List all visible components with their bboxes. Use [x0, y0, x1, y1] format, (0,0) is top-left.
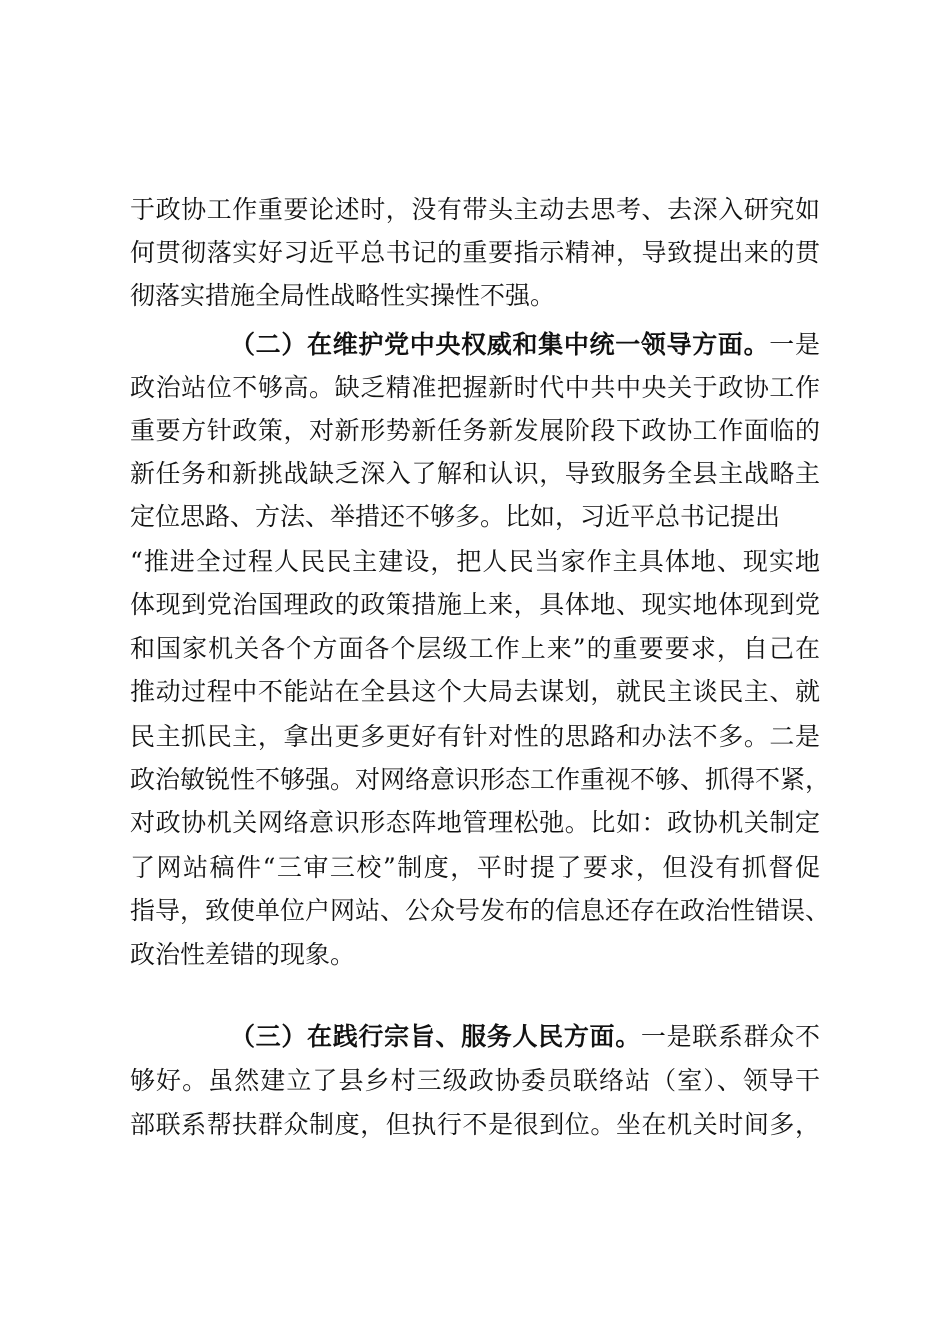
text-line: 对政协机关网络意识形态阵地管理松弛。比如：政协机关制定 — [130, 808, 820, 837]
section-heading: （三）在践行宗旨、服务人民方面。 — [230, 1022, 641, 1051]
text-line: 和国家机关各个方面各个层级工作上来”的重要要求，自己在 — [130, 634, 820, 663]
text-line: 指导，致使单位户网站、公众号发布的信息还存在政治性错误、 — [130, 896, 831, 925]
section-heading-line — [230, 323, 820, 367]
text-line: 推动过程中不能站在全县这个大局去谋划，就民主谈民主、就 — [130, 677, 820, 706]
section-heading-line — [230, 1015, 820, 1059]
text-line: 政治敏锐性不够强。对网络意识形态工作重视不够、抓得不紧， — [130, 765, 831, 794]
text-line: 体现到党治国理政的政策措施上来，具体地、现实地体现到党 — [130, 590, 820, 619]
text-line: 政治站位不够高。缺乏精准把握新时代中共中央关于政协工作 — [130, 373, 820, 402]
text-line: 定位思路、方法、举措还不够多。比如，习近平总书记提出 — [130, 502, 781, 531]
text-line: 部联系帮扶群众制度，但执行不是很到位。坐在机关时间多， — [130, 1110, 820, 1139]
text-line: 于政协工作重要论述时，没有带头主动去思考、去深入研究如 — [130, 195, 820, 224]
text-line: 够好。虽然建立了县乡村三级政协委员联络站（室）、领导干 — [130, 1066, 820, 1095]
text-line: 民主抓民主，拿出更多更好有针对性的思路和办法不多。二是 — [130, 722, 820, 751]
text-line: 彻落实措施全局性战略性实操性不强。 — [130, 281, 556, 310]
text-line: 重要方针政策，对新形势新任务新发展阶段下政协工作面临的 — [130, 416, 820, 445]
text-span: 一是 — [769, 330, 820, 359]
text-line: 了网站稿件“三审三校”制度，平时提了要求，但没有抓督促 — [130, 853, 820, 882]
text-span: 一是联系群众不 — [640, 1022, 820, 1051]
text-line: 何贯彻落实好习近平总书记的重要指示精神，导致提出来的贯 — [130, 238, 820, 267]
text-line: “推进全过程人民民主建设，把人民当家作主具体地、现实地 — [130, 547, 820, 576]
text-line: 新任务和新挑战缺乏深入了解和认识，导致服务全县主战略主 — [130, 459, 820, 488]
text-line: 政治性差错的现象。 — [130, 940, 356, 969]
section-heading: （二）在维护党中央权威和集中统一领导方面。 — [230, 330, 770, 359]
